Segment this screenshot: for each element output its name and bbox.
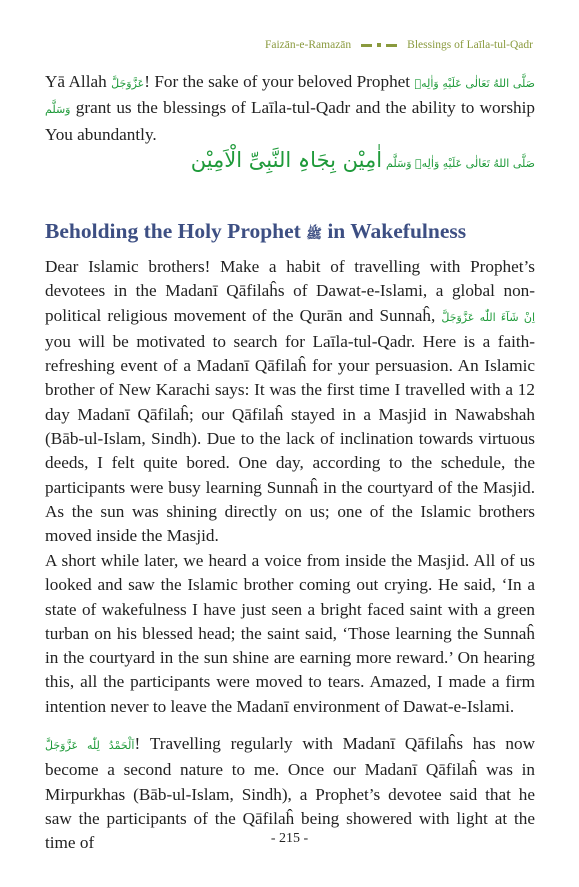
arabic-dua: اٰمِیْن بِجَاہِ النَّبِیِّ الْاَمِیْن	[190, 148, 383, 172]
arabic-alhamdulillah: اَلْحَمْدُ لِلّٰه عَزَّوَجَلَّ	[45, 739, 135, 752]
para1-text-2: ! For the sake of your beloved Prophet	[144, 72, 415, 91]
arabic-dua-salawat: صَلَّى اللهُ تَعَالٰى عَلَيْهِ وَاٰلِهٖ وَسَلَّم	[386, 157, 535, 170]
section-heading	[45, 219, 535, 245]
page-number: - 215 -	[270, 831, 309, 846]
arabic-salutation: صَلَّى اللهُ تَعَالٰى عَلَيْهِ وَاٰلِهٖ وَسَلَّم	[45, 77, 535, 117]
paragraph-wakefulness	[45, 549, 535, 719]
heading-text-1: Beholding the Holy Prophet	[45, 219, 307, 243]
running-header	[256, 36, 533, 54]
heading-text-2: in Wakefulness	[321, 219, 467, 243]
para2-text-1: Dear Islamic brothers! Make a habit of travelling with Prophet’s devotees in the Madanī Qāfilaĥs of Dawat-e-Islami, a global non-political religious movement of the Qurān and Sunnaĥ,	[45, 257, 535, 325]
chapter-title: Blessings of Laīla-tul-Qadr	[407, 39, 533, 51]
para3-text: A short while later, we heard a voice from inside the Masjid. All of us looked and saw the Islamic brother coming out crying. He said, ‘In a state of wakefulness I have just seen a bright faced saint with a green turban on his blessed head; the saint said, ‘Those learning the Sunnaĥ in the courtyard in the sun shine are earning more reward.’ On hearing this, all the participants were moved to tears. Amazed, I made a firm intention never to leave the Madanī environment of Dawat-e-Islami.	[45, 551, 535, 716]
para1-text-3: grant us the blessings of Laīla-tul-Qadr and the ability to worship You abundantly.	[45, 98, 535, 144]
para1-text-1: Yā Allah	[45, 72, 112, 91]
para2-text-2: you will be motivated to search for Laīla-tul-Qadr. Here is a faith-refreshing event of a Madanī Qāfilaĥ for your persuasion. An Islamic brother of New Karachi says: It was the first time I travelled with a 12 day Madanī Qāfilaĥ; our Qāfilaĥ stayed in a Masjid in Nawabshah (Bāb-ul-Islam, Sindh). Due to the lack of inclination towards virtuous deeds, I felt quite bored. One day, according to the schedule, the participants were busy learning Sunnaĥ in the courtyard of the Masjid. As the sun was shining directly on us; one of the Islamic brothers moved inside the Masjid.	[45, 331, 535, 546]
book-title: Faizān-e-Ramazān	[264, 39, 352, 51]
paragraph-supplication	[45, 70, 535, 147]
arabic-glorification: عَزَّوَجَلَّ	[111, 77, 145, 90]
heading-salawat-icon: ﷺ	[306, 227, 322, 242]
arabic-insha-allah: اِنْ شَآءَ اللّٰه عَزَّوَجَلَّ	[441, 310, 536, 324]
para4-text: ! Travelling regularly with Madanī Qāfilaĥs has now become a second nature to me. Once our Madanī Qāfilaĥ was in Mirpurkhas (Bāb-ul-Islam, Sindh), a Prophet’s devotee said that he saw the participants of the Qāfilaĥ being showered with light at the time of	[45, 734, 535, 853]
paragraph-madani-qafilah	[45, 255, 535, 549]
dua-line	[45, 148, 535, 172]
header-separator	[361, 43, 397, 47]
